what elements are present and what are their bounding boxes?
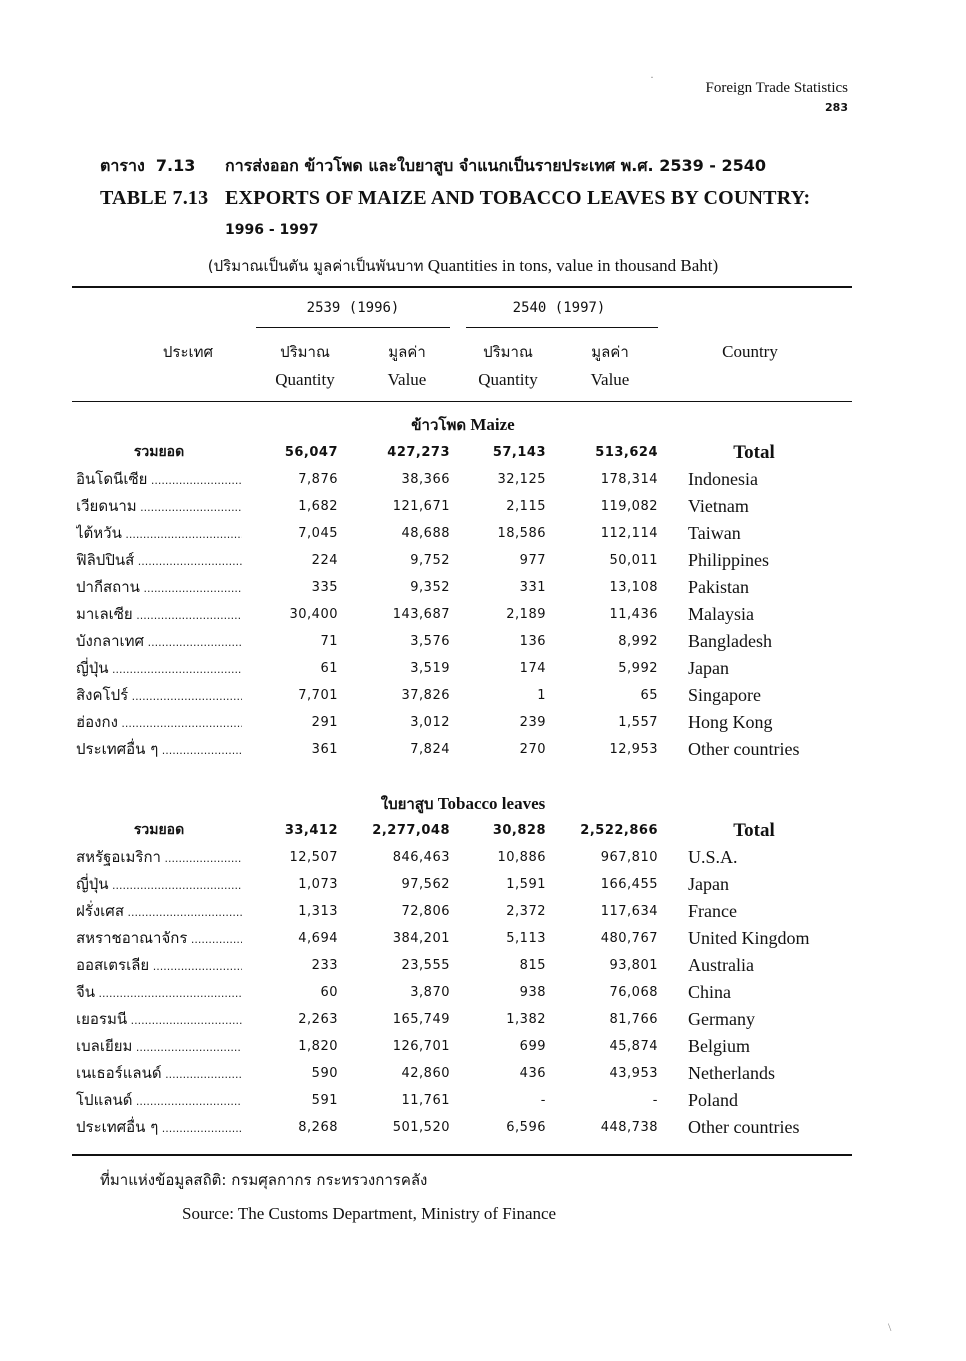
country-english-cell: Bangladesh [688,631,772,651]
quantity-1996-cell: 60 [320,985,338,1000]
quantity-1997-cell: 5,113 [506,931,546,946]
value-1996-cell: 72,806 [401,904,450,919]
table-row [72,466,852,493]
running-title: Foreign Trade Statistics [705,80,848,96]
value-1996-cell: 3,870 [410,985,450,1000]
country-english-cell: Singapore [688,685,761,705]
value-1997-cell: 93,801 [609,958,658,973]
title-en-label: TABLE [100,186,168,209]
country-english-cell: France [688,901,737,921]
country-thai-cell: ไต้หวัน ..... [76,520,242,548]
table-row [72,709,852,736]
quantity-1997-cell: 1,382 [506,1012,546,1027]
tobacco-rows [72,817,852,1141]
quantity-1997-cell: 2,115 [506,499,546,514]
table-top-rule [72,286,852,288]
table-row [72,574,852,601]
value-1996-cell: 38,366 [401,472,450,487]
country-english-cell: Taiwan [688,523,741,543]
quantity-1997-cell: 436 [519,1066,546,1081]
value-1997-cell: 5,992 [618,661,658,676]
quantity-1996-cell: 4,694 [298,931,338,946]
value-1996-cell: 48,688 [401,526,450,541]
quantity-1996-cell: 591 [311,1093,338,1108]
value-1996-cell: 9,352 [410,580,450,595]
value-1996-cell: 384,201 [392,931,450,946]
table-row [72,979,852,1006]
value-1996-cell: 427,273 [387,445,450,460]
value-1997-cell: 65 [640,688,658,703]
country-thai-cell: ออสเตรเลีย ..... [76,952,242,980]
quantity-1997-cell: 32,125 [497,472,546,487]
country-english-cell: Vietnam [688,496,749,516]
quantity-1996-cell: 2,263 [298,1012,338,1027]
value-1996-cell: 11,761 [401,1093,450,1108]
country-thai-cell: ปากีสถาน ..... [76,574,242,602]
country-english-cell: Hong Kong [688,712,773,732]
country-english-cell: Other countries [688,739,800,759]
value-1997-cell: 45,874 [609,1039,658,1054]
total-row [72,439,852,466]
country-english-cell: Total [733,442,775,463]
table-row [72,898,852,925]
value-1997-cell: 76,068 [609,985,658,1000]
table-row [72,655,852,682]
country-english-cell: Malaysia [688,604,754,624]
table-row [72,493,852,520]
country-english-cell: Japan [688,874,729,894]
value-1996-cell: 165,749 [392,1012,450,1027]
quantity-1997-cell: 938 [519,985,546,1000]
quantity-1997-cell: 239 [519,715,546,730]
quantity-1997-cell: 57,143 [492,445,546,460]
country-thai-cell: เบลเยียม ..... [76,1033,242,1061]
country-english-cell: Netherlands [688,1063,775,1083]
country-english-cell: Philippines [688,550,770,570]
title-thai: การส่งออก ข้าวโพด และใบยาสูบ จำแนกเป็นรายประเทศ พ.ศ. 2539 - 2540 [225,155,767,175]
quantity-1997-cell: 699 [519,1039,546,1054]
title-th-label: ตาราง [100,155,145,175]
quantity-1997-cell: 270 [519,742,546,757]
value-1997-cell: 11,436 [609,607,658,622]
qty-1996-header: ปริมาณ Quantity [275,343,335,389]
units-thai: (ปริมาณเป็นตัน มูลค่าเป็นพันบาท [207,257,424,275]
country-english-cell: Total [733,820,775,841]
country-english-cell: Japan [688,658,729,678]
value-1996-header: มูลค่า Value [387,343,427,389]
country-thai-cell: เนเธอร์แลนด์ ..... [76,1060,242,1088]
qty-1997-header: ปริมาณ Quantity [478,343,538,389]
value-1996-cell: 143,687 [392,607,450,622]
quantity-1996-cell: 291 [311,715,338,730]
title-years: 1996 - 1997 [225,222,319,238]
value-1997-cell: 166,455 [600,877,658,892]
quantity-1996-cell: 12,507 [289,850,338,865]
value-1996-cell: 23,555 [401,958,450,973]
country-th-header: ประเทศ [162,343,214,361]
table-row [72,520,852,547]
country-thai-cell: ญี่ปุ่น ..... [76,655,242,683]
tobacco-section-title: ใบยาสูบ Tobacco leaves [380,794,546,813]
table-row [72,1114,852,1141]
table-row [72,871,852,898]
value-1997-cell: 119,082 [600,499,658,514]
country-thai-cell: เยอรมนี ..... [76,1006,242,1034]
year-1997-header: 2540 (1997) [512,300,606,316]
value-1997-cell: 8,992 [618,634,658,649]
country-thai-cell: รวมยอด [133,822,185,838]
country-thai-cell: ฮ่องกง ..... [76,709,242,737]
quantity-1996-cell: 33,412 [284,823,338,838]
value-1997-cell: - [652,1093,658,1108]
value-1997-cell: 448,738 [600,1120,658,1135]
quantity-1996-cell: 8,268 [298,1120,338,1135]
quantity-1996-cell: 61 [320,661,338,676]
quantity-1997-cell: 6,596 [506,1120,546,1135]
country-english-cell: Belgium [688,1036,750,1056]
country-english-cell: Indonesia [688,469,758,489]
value-1997-cell: 12,953 [609,742,658,757]
country-thai-cell: ฝรั่งเศส ..... [76,898,242,926]
quantity-1996-cell: 1,820 [298,1039,338,1054]
country-thai-cell: ประเทศอื่น ๆ ..... [76,736,242,764]
title-table-no-th: 7.13 [155,155,196,175]
quantity-1997-cell: 815 [519,958,546,973]
value-1997-header: มูลค่า Value [590,343,630,389]
page-header [705,80,848,114]
value-1996-cell: 2,277,048 [372,823,450,838]
country-thai-cell: ญี่ปุ่น ..... [76,871,242,899]
quantity-1996-cell: 7,045 [298,526,338,541]
quantity-1997-cell: 18,586 [497,526,546,541]
country-english-cell: Australia [688,955,754,975]
title-english: EXPORTS OF MAIZE AND TOBACCO LEAVES BY COUNTRY: [225,186,811,209]
table-row [72,682,852,709]
quantity-1997-cell: 1,591 [506,877,546,892]
country-english-cell: Poland [688,1090,739,1110]
country-english-cell: Germany [688,1009,755,1029]
total-row [72,817,852,844]
quantity-1996-cell: 361 [311,742,338,757]
value-1997-cell: 178,314 [600,472,658,487]
maize-section-title: ข้าวโพด Maize [411,415,515,434]
value-1997-cell: 1,557 [618,715,658,730]
page-number: 283 [825,101,848,114]
value-1996-cell: 3,576 [410,634,450,649]
quantity-1996-cell: 1,313 [298,904,338,919]
value-1996-cell: 3,519 [410,661,450,676]
table-row [72,1033,852,1060]
country-thai-cell: สหราชอาณาจักร ..... [76,925,242,953]
table-row [72,1087,852,1114]
country-thai-cell: เวียดนาม ..... [76,493,242,521]
value-1997-cell: 81,766 [609,1012,658,1027]
country-thai-cell: มาเลเซีย ..... [76,601,242,629]
quantity-1996-cell: 1,682 [298,499,338,514]
quantity-1996-cell: 335 [311,580,338,595]
source-note [100,1168,556,1224]
value-1996-cell: 97,562 [401,877,450,892]
table-row [72,736,852,763]
quantity-1997-cell: 2,189 [506,607,546,622]
table-row [72,1006,852,1033]
value-1996-cell: 501,520 [392,1120,450,1135]
maize-rows [72,439,852,763]
source-thai: ที่มาแห่งข้อมูลสถิติ: กรมศุลกากร กระทรวงการคลัง [100,1171,428,1189]
value-1996-cell: 9,752 [410,553,450,568]
country-thai-cell: รวมยอด [133,444,185,460]
value-1997-cell: 43,953 [609,1066,658,1081]
country-english-cell: Other countries [688,1117,800,1137]
value-1996-cell: 121,671 [392,499,450,514]
quantity-1997-cell: 30,828 [492,823,546,838]
country-en-header: Country [722,342,778,361]
year-1996-underline [256,327,450,328]
value-1997-cell: 967,810 [600,850,658,865]
quantity-1997-cell: 1 [537,688,546,703]
quantity-1996-cell: 7,876 [298,472,338,487]
country-thai-cell: อินโดนีเซีย ..... [76,466,242,494]
value-1997-cell: 513,624 [595,445,658,460]
quantity-1996-cell: 590 [311,1066,338,1081]
quantity-1997-cell: 977 [519,553,546,568]
country-english-cell: China [688,982,731,1002]
table-row [72,547,852,574]
quantity-1997-cell: - [540,1093,546,1108]
country-thai-cell: ฟิลิปปินส์ ..... [76,547,242,575]
value-1997-cell: 2,522,866 [580,823,658,838]
value-1997-cell: 117,634 [600,904,658,919]
table-row [72,925,852,952]
quantity-1996-cell: 233 [311,958,338,973]
value-1997-cell: 13,108 [609,580,658,595]
year-1997-underline [466,327,658,328]
table-bottom-rule [72,1154,852,1156]
value-1997-cell: 480,767 [600,931,658,946]
scan-speck: \ [888,1320,892,1334]
value-1996-cell: 846,463 [392,850,450,865]
country-thai-cell: ประเทศอื่น ๆ ..... [76,1114,242,1142]
table-row [72,601,852,628]
value-1997-cell: 112,114 [600,526,658,541]
year-1996-header: 2539 (1996) [306,300,400,316]
quantity-1997-cell: 331 [519,580,546,595]
value-1997-cell: 50,011 [609,553,658,568]
quantity-1996-cell: 224 [311,553,338,568]
table-row [72,844,852,871]
country-thai-cell: โปแลนด์ ..... [76,1087,242,1115]
title-table-no-en: 7.13 [172,186,209,209]
country-english-cell: United Kingdom [688,928,810,948]
quantity-1996-cell: 7,701 [298,688,338,703]
scan-speck: · [650,70,654,84]
units-note [0,254,926,278]
quantity-1997-cell: 10,886 [497,850,546,865]
country-english-cell: U.S.A. [688,847,738,867]
quantity-1997-cell: 136 [519,634,546,649]
quantity-1996-cell: 56,047 [284,445,338,460]
value-1996-cell: 3,012 [410,715,450,730]
table-title [100,150,810,246]
country-thai-cell: สิงคโปร์ ..... [76,682,242,710]
table-row [72,1060,852,1087]
table-row [72,952,852,979]
quantity-1997-cell: 174 [519,661,546,676]
value-1996-cell: 37,826 [401,688,450,703]
quantity-1996-cell: 1,073 [298,877,338,892]
value-1996-cell: 126,701 [392,1039,450,1054]
country-thai-cell: บังกลาเทศ ..... [76,628,242,656]
country-english-cell: Pakistan [688,577,749,597]
quantity-1997-cell: 2,372 [506,904,546,919]
header-bottom-rule [72,401,852,402]
country-thai-cell: จีน ..... [76,979,242,1007]
quantity-1996-cell: 30,400 [289,607,338,622]
value-1996-cell: 7,824 [410,742,450,757]
value-1996-cell: 42,860 [401,1066,450,1081]
country-thai-cell: สหรัฐอเมริกา ..... [76,844,242,872]
units-english: Quantities in tons, value in thousand Baht) [427,256,719,275]
source-english: Source: The Customs Department, Ministry of Finance [182,1204,557,1223]
quantity-1996-cell: 71 [320,634,338,649]
table-row [72,628,852,655]
